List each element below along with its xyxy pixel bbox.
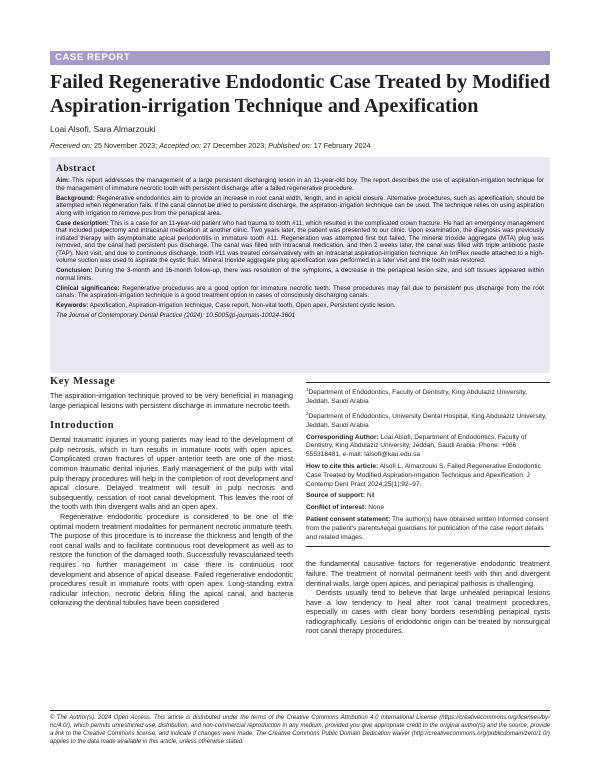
abstract-conclusion [56,267,544,282]
key-message-heading: Key Message [50,376,116,387]
license-text: © The Author(s). 2024 Open Access. This article is distributed under the terms of the Creative Commons Attribution 4.0 International License (https://creativecommons.org/licenses/by-nc/4.0/), which permits unrestricted use, distribution, and non-commercial reproduction in any medium, provided you give appropriate credit to the original author(s) and the source, provide a link to the Creative Commons license, and indicate if changes were made. The Creative Commons Public Domain Dedication waiver (http://creativecommons.org/publicdomain/zero/1.0/) applies to the data made available in this article, unless otherwise stated. [50,715,550,745]
received-date: 25 November 2023; [93,141,158,150]
corresponding-author [306,434,550,460]
consent-label: Patient consent statement: [306,515,391,523]
article-dates [50,141,371,150]
right-paragraph-2: Dentists usually tend to believe that large unhealed periapical lesions have a low tendency to heal after root canal treatment procedures, especially in cases with clear bony borders resembling periapical cysts radiographically. Lesions of endodontic origin can be treated by nonsurgical root canal therapy procedures. [306,588,550,636]
journal-citation: The Journal of Contemporary Dental Practice (2024): 10.5005/jp-journals-10024-3601 [56,312,296,319]
cite-text: Alsofi L, Almarzouki S. Failed Regenerative Endodontic Case Treated by Modified Aspiration-irrigation Technique and Apexification. J Contemp Dent Pract 2024;25(1):92–97. [306,462,541,488]
clinical-label: Clinical significance: [56,284,120,292]
author-list [50,124,155,134]
intro-paragraph-2: Regenerative endodontic procedure is considered to be one of the optimal modern treatment modalities for permanent necrotic immature teeth. The purpose of this procedure is to increase the thickness and length of the root canal walls and to facilitate continuous root development as well as to restore the function of the damaged tooth. Successfully revascularized teeth requires no further management in case there is continuous root development and absence of apical disease. Failed regenerative endodontic procedures result in immature roots with open apex. Long-standing extra radicular infection, necrotic debris filling the apical canal, and bacteria colonizing the dentinal tubules have been considered [50,511,293,608]
corr-label: Corresponding Author: [306,433,379,441]
affiliation-divider [306,382,550,383]
affiliation-1: $^1$Department of Endodontics, Faculty of Dentistry, King Abdulaziz University, Jeddah, Saudi Arabia [306,387,528,405]
case-label: Case description: [56,219,109,227]
abstract-keywords [56,302,544,310]
clinical-text: Regenerative procedures are a good option for immature necrotic teeth. These procedures may fail due to persistent pus discharge from the root canals. The aspiration-irrigation technique is a good treatment option in cases of consciously discharging canals. [56,284,544,299]
authors-text: Loai Alsofi, Sara Almarzouki [50,124,156,134]
license-footer [50,710,550,746]
affiliation-1-text: Department of Endodontics, Faculty of Dentistry, King Abdulaziz University, Jeddah, Saudi Arabia [306,389,528,405]
published-label: Published on: [268,141,312,150]
abstract-heading: Abstract [56,164,96,174]
aim-label: Aim: [56,177,70,184]
conflict-of-interest [306,504,550,513]
keywords-label: Keywords: [56,302,89,309]
how-to-cite [306,463,550,489]
accepted-label: Accepted on: [159,141,202,150]
cite-label: How to cite this article: [306,462,379,470]
source-of-support [306,492,550,501]
conclusion-text: During the 3-month and 16-month follow-up, there was resolution of the symptoms, a decrease in the periapical lesion size, and soft tissues appeared within normal limits. [56,267,545,282]
aim-text: This report addresses the management of a large persistent discharging lesion in an 11-year-old boy. The report describes the use of aspiration-irrigation technique for the management of immature necrotic tooth with persistent discharge after a failed regenerative procedure. [56,177,545,192]
keywords-text: Apexification, Aspiration-irrigation technique, Case report, Non-vital tooth, Open apex, Persistent cystic lesion. [89,302,396,309]
left-column [50,376,293,608]
support-text: Nil [366,492,375,500]
abstract-background [56,195,544,218]
affiliation-2: $^2$Department of Endodontics, University Dental Hospital, King Abdulaziz University, Jeddah, Saudi Arabia [306,410,547,429]
conflict-text: None [368,504,385,512]
abstract-clinical [56,285,544,300]
right-paragraph-1: the fundamental causative factors for regenerative endodontic treatment failure. The treatment of nonvital permanent teeth with thin and divergent dentinal walls, large open apices, and periapical pathosis is challenging. [306,559,550,588]
corr-text: Loai Alsofi, Department of Endodontics, Faculty of Dentistry, King Abdulaziz University, Jeddah, Saudi Arabia, Phone: +966 555318481, e-mail: lalsofi@kau.edu.sa [306,433,527,459]
background-text: Regenerative endodontics aim to provide an increase in root canal width, length, and in apical closure. Alternative procedures, such as apexification, should be attempted when regeneration fails. If the canal cannot be dried to persistent discharge, the aspiration-irrigation technique can be used. The technique relies on using aspiration along with irrigation to remove pus from the periapical area. [56,194,545,217]
consent-text: The author(s) have obtained written informed consent from the patient's parents/legal guardians for publication of the case report details and related images. [306,515,549,541]
article-type-tag: CASE REPORT [50,51,550,65]
conclusion-label: Conclusion: [56,267,93,274]
key-message-text: The aspiration-irrigation technique proved to be very beneficial in managing large periapical lesions with persistent discharge in immature necrotic teeth. [50,391,293,410]
received-label: Received on: [50,141,92,150]
abstract-aim [56,177,544,192]
body-divider [306,546,550,547]
abstract-case [56,220,544,265]
intro-paragraph-1: Dental traumatic injuries in young patients may lead to the development of pulp necrosis, which in turn results in immature roots with open apices. Complicated crown fractures of upper anterior teeth are one of the most common traumatic dental injuries. Early management of the pulp with vital pulp therapy procedures will help in the completion of root development and apical closure. Delayed treatment will result in pulp necrosis and subsequently, cessation of root canal development. This leaves the root of the tooth with thin divergent walls and an open apex. [50,435,293,512]
background-label: Background: [56,194,95,202]
article-title: Failed Regenerative Endodontic Case Treated by Modified Aspiration-irrigation Technique and Apexification [50,71,550,117]
support-label: Source of support: [306,492,365,500]
accepted-date: 27 December 2023; [203,141,267,150]
conflict-label: Conflict of interest: [306,504,367,512]
published-date: 17 February 2024 [313,141,371,150]
patient-consent [306,516,550,542]
right-column [306,382,550,636]
abstract-box [50,157,550,373]
affiliation-2-text: Department of Endodontics, University Dental Hospital, King Abdulaziz University, Jeddah, Saudi Arabia [306,412,547,429]
introduction-heading: Introduction [50,420,115,432]
case-text: This is a case for an 11-year-old patient who had trauma to tooth #11, which resulted in the complicated crown fracture. He had an emergency management that included pulpectomy and intracanal medication at another clinic. Two years later, the patient was presented to our clinic. Upon examination, the diagnosis was previously initiated therapy with asymptomatic apical periodontitis in immature tooth #11. Regeneration was attempted first but failed. The mineral trioxide aggregate (MTA) plug was removed, and the canal had persistent pus discharge. The canal was filled with intracanal medication, and then 2 weeks later, the canal was filled with triple antibiotic paste (TAP). Next visit, and due to continuous discharge, tooth #11 was treated conservatively with an intracanal aspiration-irrigation technique. An IrriFlex needle attached to a high-volume suction was used to aspirate the cystic fluid. Mineral trioxide aggregate plug apexification was performed in a later visit and the tooth was restored. [56,219,544,264]
